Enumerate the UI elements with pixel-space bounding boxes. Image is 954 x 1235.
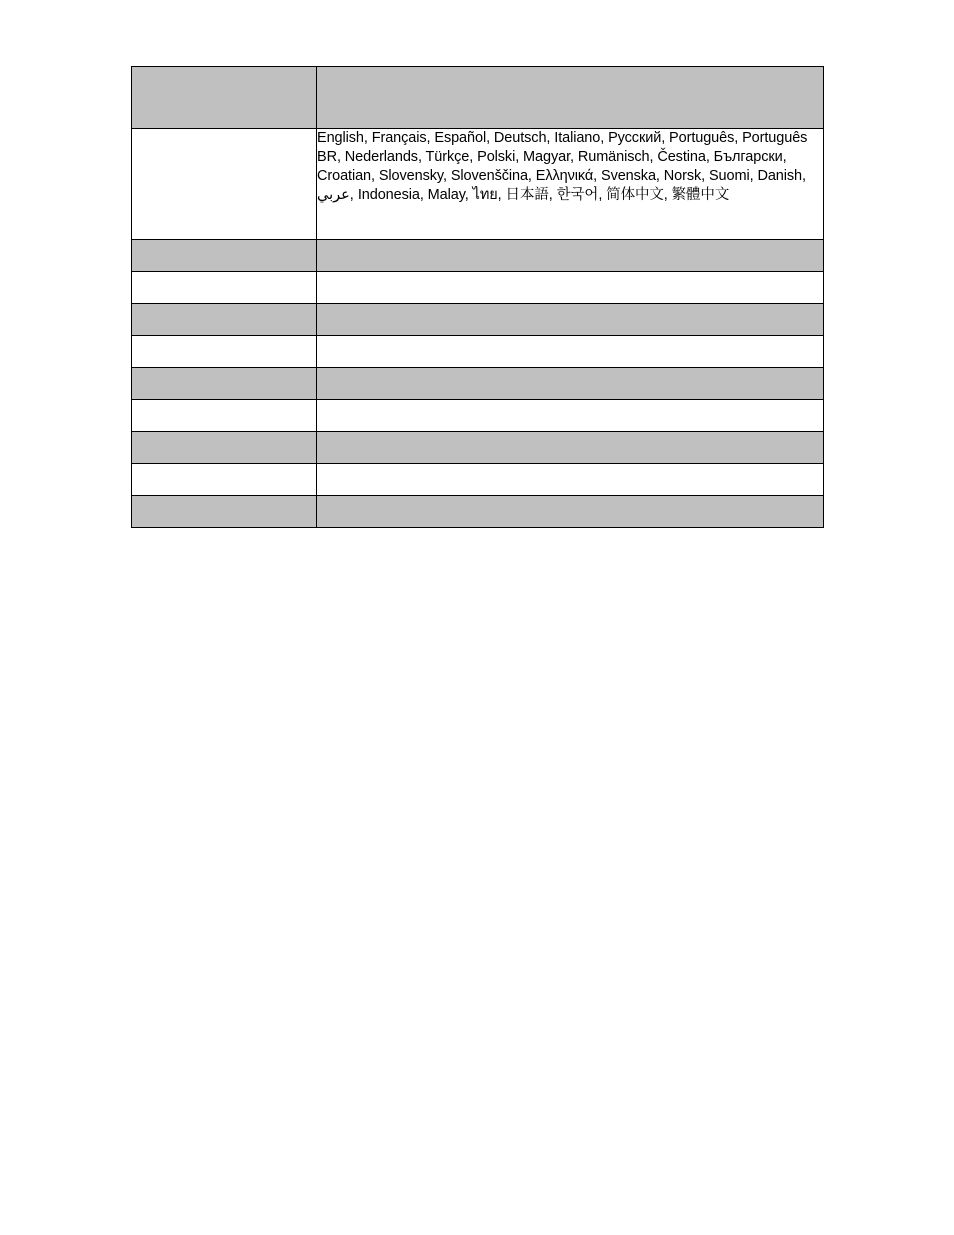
- row-value-cell: [317, 368, 824, 400]
- row-value-cell: [317, 464, 824, 496]
- row-label-cell: [132, 400, 317, 432]
- table-row: [132, 240, 824, 272]
- row-label-cell: [132, 432, 317, 464]
- table-row-languages: [132, 129, 824, 240]
- row-value-cell: [317, 240, 824, 272]
- row-value-cell: [317, 67, 824, 129]
- table-row: [132, 336, 824, 368]
- table-row: [132, 464, 824, 496]
- table-row: [132, 400, 824, 432]
- table-row: [132, 368, 824, 400]
- row-value-cell: [317, 336, 824, 368]
- row-value-cell: [317, 496, 824, 528]
- row-label-cell: [132, 496, 317, 528]
- table-row: [132, 496, 824, 528]
- row-value-cell: [317, 304, 824, 336]
- row-value-cell: [317, 400, 824, 432]
- row-label-cell: [132, 240, 317, 272]
- languages-list-cell: English, Français, Español, Deutsch, Italiano, Русский, Português, Português BR, Nederlands, Türkçe, Polski, Magyar, Rumänisch, Čestina, Български, Croatian, Slovensky, Slovenščina, Ελληνικά, Svenska, Norsk, Suomi, Danish, عربي, Indonesia, Malay, ไทย, 日本語, 한국어, 简体中文, 繁體中文: [317, 129, 824, 240]
- row-label-cell: [132, 368, 317, 400]
- row-label-cell: [132, 129, 317, 240]
- table-row: [132, 432, 824, 464]
- table-row: [132, 272, 824, 304]
- row-value-cell: [317, 432, 824, 464]
- row-value-cell: [317, 272, 824, 304]
- table-row-header: [132, 67, 824, 129]
- row-label-cell: [132, 304, 317, 336]
- row-label-cell: [132, 464, 317, 496]
- spec-table: [131, 66, 824, 528]
- row-label-cell: [132, 272, 317, 304]
- row-label-cell: [132, 67, 317, 129]
- row-label-cell: [132, 336, 317, 368]
- table-row: [132, 304, 824, 336]
